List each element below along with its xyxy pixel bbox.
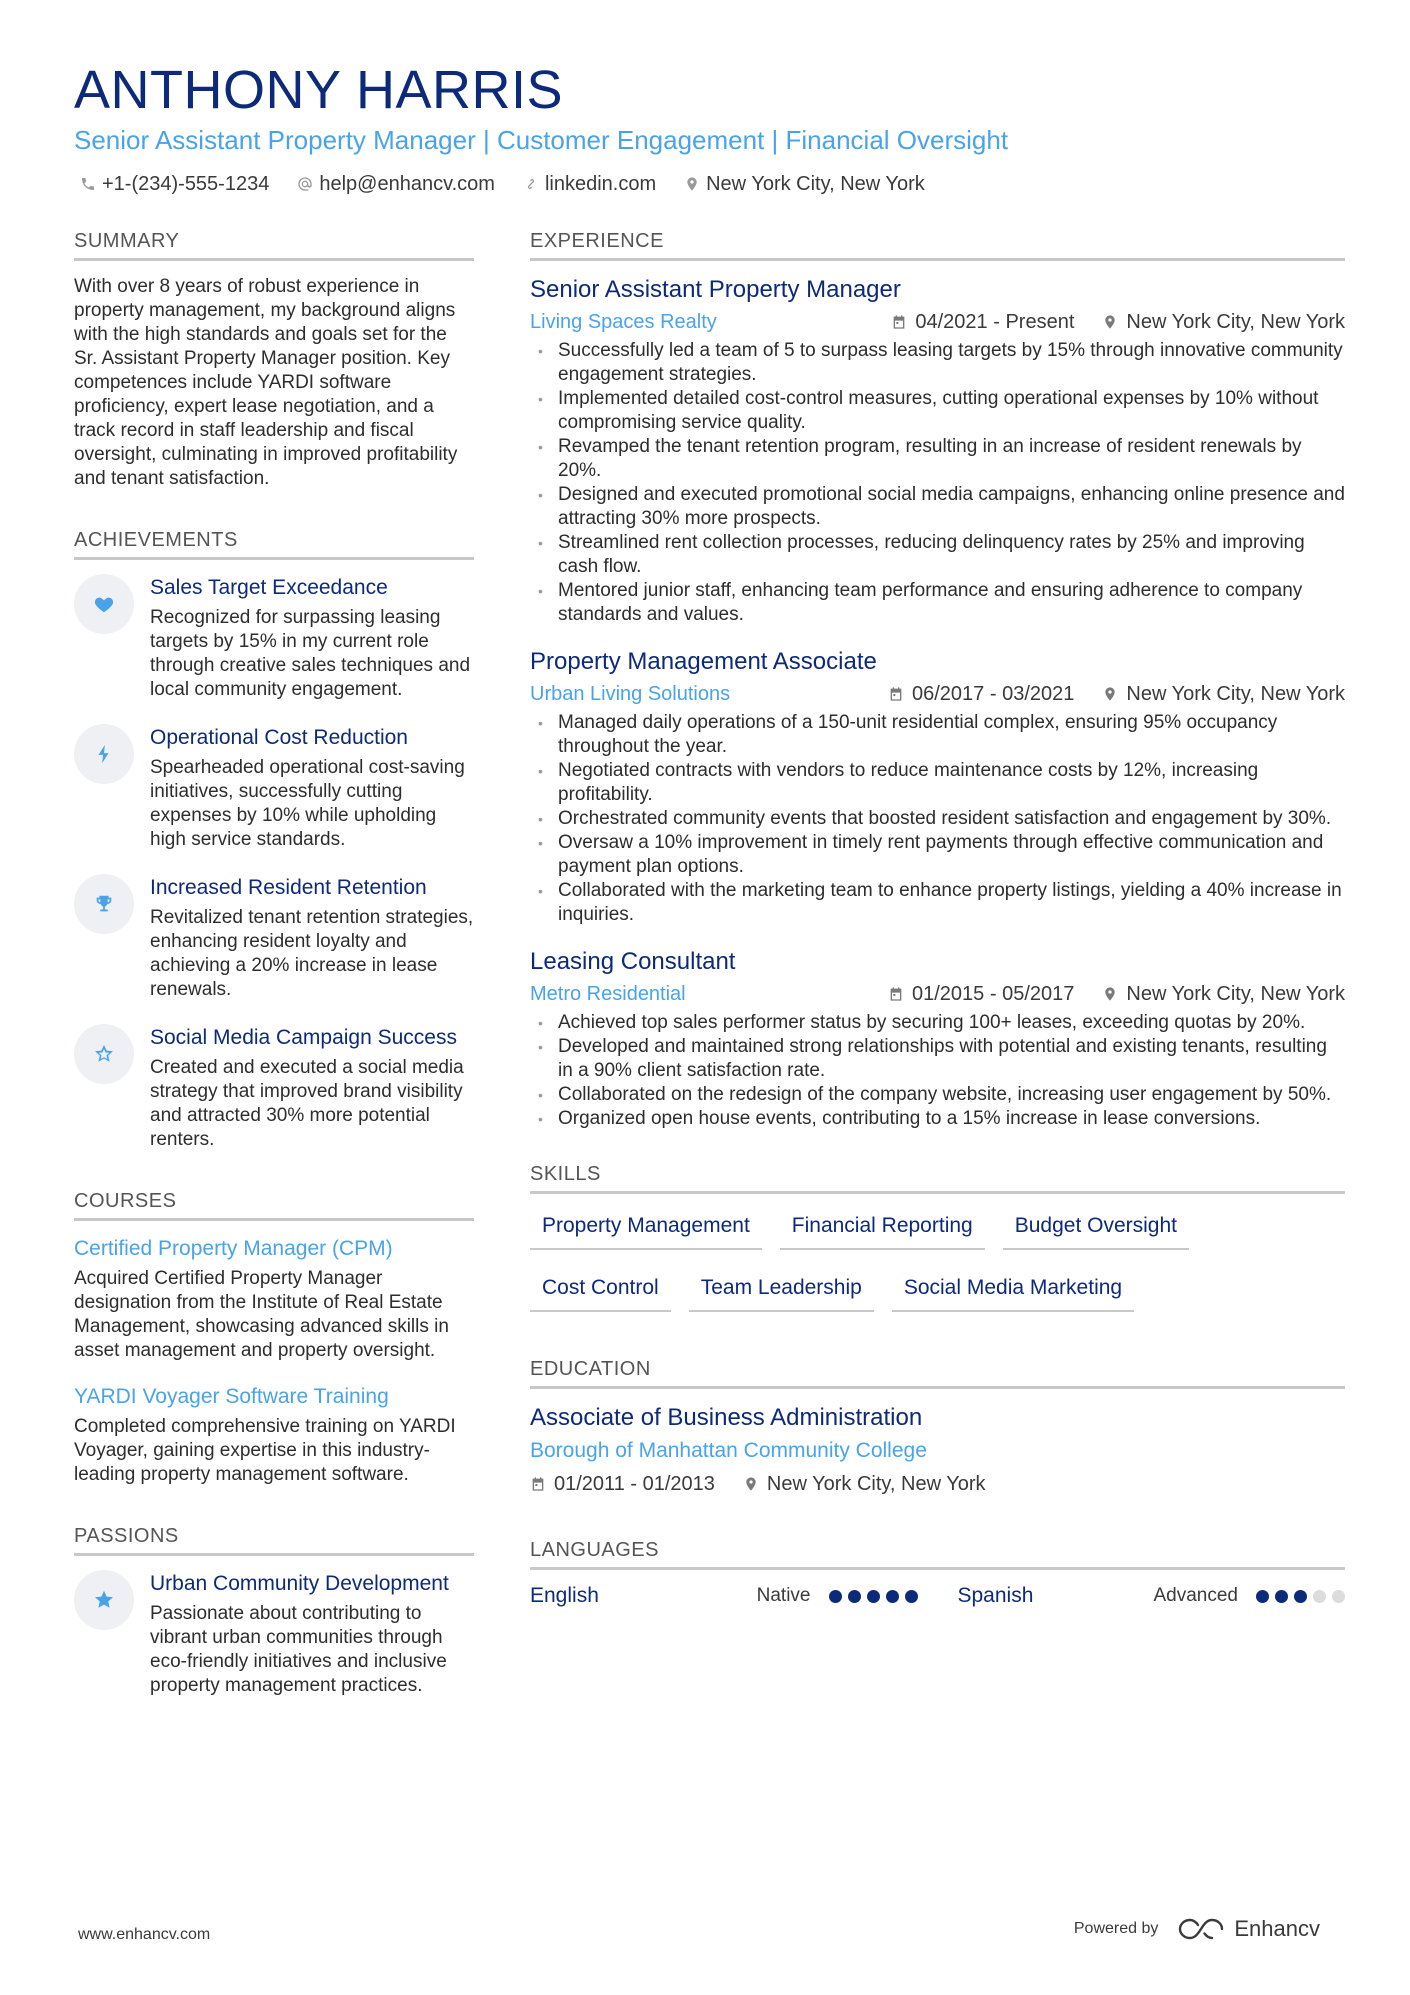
experience-title: EXPERIENCE bbox=[530, 228, 1345, 261]
brand-logo[interactable] bbox=[1178, 1916, 1320, 1942]
job-title: Senior Assistant Property Manager bbox=[530, 276, 901, 303]
bullet: • Implemented detailed cost-control measures, cutting operational expenses by 10% without compromising service quality. bbox=[530, 387, 1345, 435]
bullet: • Mentored junior staff, enhancing team performance and ensuring adherence to company standards and values. bbox=[530, 579, 1345, 627]
skills-section bbox=[530, 1161, 1345, 1312]
achievements-section bbox=[74, 527, 474, 1152]
achievement-item bbox=[74, 874, 474, 1002]
at-icon bbox=[297, 176, 313, 192]
skills-title: SKILLS bbox=[530, 1161, 1345, 1194]
job-location: New York City, New York bbox=[1126, 311, 1345, 333]
language-name: English bbox=[530, 1584, 599, 1607]
job-dates: 06/2017 - 03/2021 bbox=[912, 683, 1075, 705]
language-rating bbox=[829, 1590, 918, 1603]
language-level: Advanced bbox=[1153, 1585, 1238, 1606]
bullet: • Achieved top sales performer status by securing 100+ leases, exceeding quotas by 20%. bbox=[530, 1011, 1345, 1035]
course-title: YARDI Voyager Software Training bbox=[74, 1385, 389, 1408]
bullet: • Orchestrated community events that boosted resident satisfaction and engagement by 30%. bbox=[530, 807, 1345, 831]
skill-tag: Social Media Marketing bbox=[892, 1270, 1134, 1312]
location-icon bbox=[1102, 986, 1118, 1002]
job-company: Urban Living Solutions bbox=[530, 683, 731, 705]
education-section bbox=[530, 1356, 1345, 1497]
job-company: Living Spaces Realty bbox=[530, 311, 717, 333]
contact-linkedin-text: linkedin.com bbox=[544, 173, 657, 195]
achievement-item bbox=[74, 1024, 474, 1152]
course-desc: Acquired Certified Property Manager designation from the Institute of Real Estate Management, showcasing advanced skills in asset management and property oversight. bbox=[74, 1268, 449, 1361]
job-entry bbox=[530, 647, 1345, 927]
language-level: Native bbox=[756, 1585, 811, 1606]
star-icon bbox=[74, 1570, 134, 1630]
summary-title: SUMMARY bbox=[74, 228, 474, 261]
left-column bbox=[74, 228, 474, 1734]
location-icon bbox=[743, 1476, 759, 1492]
summary-text: With over 8 years of robust experience in property management, my background aligns with the high standards and goals set for the Sr. Assistant Property Manager position. Key competences include YARDI software proficiency, expert lease negotiation, and a track record in staff leadership and fiscal oversight, culminating in improved profitability and tenant satisfaction. bbox=[74, 276, 458, 489]
star-outline-icon bbox=[74, 1024, 134, 1084]
achievement-desc: Spearheaded operational cost-saving initiatives, successfully cutting expenses by 10% while upholding high service standards. bbox=[150, 757, 465, 850]
achievement-item bbox=[74, 574, 474, 702]
passion-title: Urban Community Development bbox=[150, 1572, 449, 1595]
achievement-title: Sales Target Exceedance bbox=[150, 576, 388, 599]
job-company: Metro Residential bbox=[530, 983, 686, 1005]
achievement-title: Increased Resident Retention bbox=[150, 876, 427, 899]
job-location: New York City, New York bbox=[1126, 983, 1345, 1005]
calendar-icon bbox=[888, 986, 904, 1002]
language-rating bbox=[1256, 1590, 1345, 1603]
achievement-desc: Recognized for surpassing leasing targets by 15% in my current role through creative sales techniques and local community engagement. bbox=[150, 607, 471, 700]
course-item bbox=[74, 1235, 474, 1363]
rating-dot bbox=[886, 1590, 899, 1603]
achievements-title: ACHIEVEMENTS bbox=[74, 527, 474, 560]
skill-tag: Financial Reporting bbox=[780, 1208, 985, 1250]
achievement-desc: Revitalized tenant retention strategies, enhancing resident loyalty and achieving a 20% increase in lease renewals. bbox=[150, 907, 474, 1000]
languages-section bbox=[530, 1537, 1345, 1608]
heart-icon bbox=[74, 574, 134, 634]
achievement-title: Social Media Campaign Success bbox=[150, 1026, 457, 1049]
rating-dot bbox=[829, 1590, 842, 1603]
bullet: • Negotiated contracts with vendors to reduce maintenance costs by 12%, increasing profitability. bbox=[530, 759, 1345, 807]
brand-name: Enhancv bbox=[1234, 1916, 1320, 1941]
bullet: • Developed and maintained strong relationships with potential and existing tenants, resulting in a 90% client satisfaction rate. bbox=[530, 1035, 1345, 1083]
job-dates: 01/2015 - 05/2017 bbox=[912, 983, 1075, 1005]
education-location: New York City, New York bbox=[766, 1473, 986, 1495]
phone-icon bbox=[80, 176, 96, 192]
rating-dot bbox=[1256, 1590, 1269, 1603]
job-entry bbox=[530, 275, 1345, 627]
contact-location bbox=[684, 170, 925, 198]
summary-section bbox=[74, 228, 474, 491]
right-column bbox=[530, 228, 1345, 1644]
language-name: Spanish bbox=[957, 1584, 1034, 1607]
link-icon bbox=[523, 176, 539, 192]
bullet: • Oversaw a 10% improvement in timely rent payments through effective communication and payment plan options. bbox=[530, 831, 1345, 879]
rating-dot bbox=[848, 1590, 861, 1603]
job-bullets bbox=[530, 711, 1345, 927]
candidate-name: ANTHONY HARRIS bbox=[74, 60, 564, 120]
job-entry bbox=[530, 947, 1345, 1131]
headline: Senior Assistant Property Manager | Customer Engagement | Financial Oversight bbox=[74, 125, 1009, 155]
skill-tag: Property Management bbox=[530, 1208, 762, 1250]
footer-branding bbox=[1074, 1916, 1320, 1942]
calendar-icon bbox=[530, 1476, 546, 1492]
languages-title: LANGUAGES bbox=[530, 1537, 1345, 1570]
rating-dot bbox=[1294, 1590, 1307, 1603]
location-icon bbox=[1102, 314, 1118, 330]
calendar-icon bbox=[891, 314, 907, 330]
contact-phone[interactable] bbox=[80, 170, 269, 198]
job-location: New York City, New York bbox=[1126, 683, 1345, 705]
skill-tag: Cost Control bbox=[530, 1270, 671, 1312]
contact-email-text: help@enhancv.com bbox=[319, 173, 495, 195]
bullet: • Successfully led a team of 5 to surpass leasing targets by 15% through innovative community engagement strategies. bbox=[530, 339, 1345, 387]
calendar-icon bbox=[888, 686, 904, 702]
bullet: • Collaborated with the marketing team to enhance property listings, yielding a 40% increase in inquiries. bbox=[530, 879, 1345, 927]
education-degree: Associate of Business Administration bbox=[530, 1404, 923, 1431]
contact-email[interactable] bbox=[297, 170, 495, 198]
achievement-item bbox=[74, 724, 474, 852]
rating-dot bbox=[867, 1590, 880, 1603]
passions-section bbox=[74, 1523, 474, 1698]
job-title: Property Management Associate bbox=[530, 648, 877, 675]
job-bullets bbox=[530, 339, 1345, 627]
course-item bbox=[74, 1383, 474, 1487]
course-desc: Completed comprehensive training on YARDI Voyager, gaining expertise in this industry-leading property management software. bbox=[74, 1416, 456, 1485]
powered-by-text: Powered by bbox=[1073, 1920, 1159, 1937]
rating-dot bbox=[1332, 1590, 1345, 1603]
education-title: EDUCATION bbox=[530, 1356, 1345, 1389]
bullet: • Revamped the tenant retention program, resulting in an increase of resident renewals by 20%. bbox=[530, 435, 1345, 483]
skill-tag: Budget Oversight bbox=[1003, 1208, 1189, 1250]
footer-website[interactable]: www.enhancv.com bbox=[78, 1926, 211, 1943]
contact-linkedin[interactable] bbox=[523, 170, 656, 198]
skills-list bbox=[530, 1208, 1310, 1312]
rating-dot bbox=[905, 1590, 918, 1603]
bolt-icon bbox=[74, 724, 134, 784]
education-school: Borough of Manhattan Community College bbox=[530, 1439, 927, 1462]
skill-tag: Team Leadership bbox=[689, 1270, 874, 1312]
bullet: • Streamlined rent collection processes, reducing delinquency rates by 25% and improving cash flow. bbox=[530, 531, 1345, 579]
location-icon bbox=[684, 176, 700, 192]
language-item bbox=[958, 1584, 1346, 1608]
rating-dot bbox=[1275, 1590, 1288, 1603]
contact-phone-text: +1-(234)-555-1234 bbox=[102, 173, 270, 195]
job-title: Leasing Consultant bbox=[530, 948, 736, 975]
job-bullets bbox=[530, 1011, 1345, 1131]
bullet: • Collaborated on the redesign of the company website, increasing user engagement by 50%. bbox=[530, 1083, 1345, 1107]
bullet: • Organized open house events, contributing to a 15% increase in lease conversions. bbox=[530, 1107, 1345, 1131]
passions-title: PASSIONS bbox=[74, 1523, 474, 1556]
language-item bbox=[530, 1584, 918, 1608]
infinity-logo-icon bbox=[1178, 1916, 1224, 1942]
achievement-title: Operational Cost Reduction bbox=[150, 726, 408, 749]
course-title: Certified Property Manager (CPM) bbox=[74, 1237, 393, 1260]
trophy-icon bbox=[74, 874, 134, 934]
education-dates: 01/2011 - 01/2013 bbox=[554, 1473, 715, 1495]
bullet: • Designed and executed promotional social media campaigns, enhancing online presence and attracting 30% more prospects. bbox=[530, 483, 1345, 531]
job-dates: 04/2021 - Present bbox=[915, 311, 1075, 333]
experience-section bbox=[530, 228, 1345, 1131]
courses-title: COURSES bbox=[74, 1188, 474, 1221]
location-icon bbox=[1102, 686, 1118, 702]
contact-bar bbox=[80, 170, 925, 198]
contact-location-text: New York City, New York bbox=[706, 173, 925, 195]
bullet: • Managed daily operations of a 150-unit residential complex, ensuring 95% occupancy throughout the year. bbox=[530, 711, 1345, 759]
rating-dot bbox=[1313, 1590, 1326, 1603]
achievement-desc: Created and executed a social media strategy that improved brand visibility and attracted 30% more potential renters. bbox=[150, 1057, 464, 1150]
passion-item bbox=[74, 1570, 474, 1698]
passion-desc: Passionate about contributing to vibrant urban communities through eco-friendly initiatives and inclusive property management practices. bbox=[150, 1603, 447, 1696]
courses-section bbox=[74, 1188, 474, 1487]
